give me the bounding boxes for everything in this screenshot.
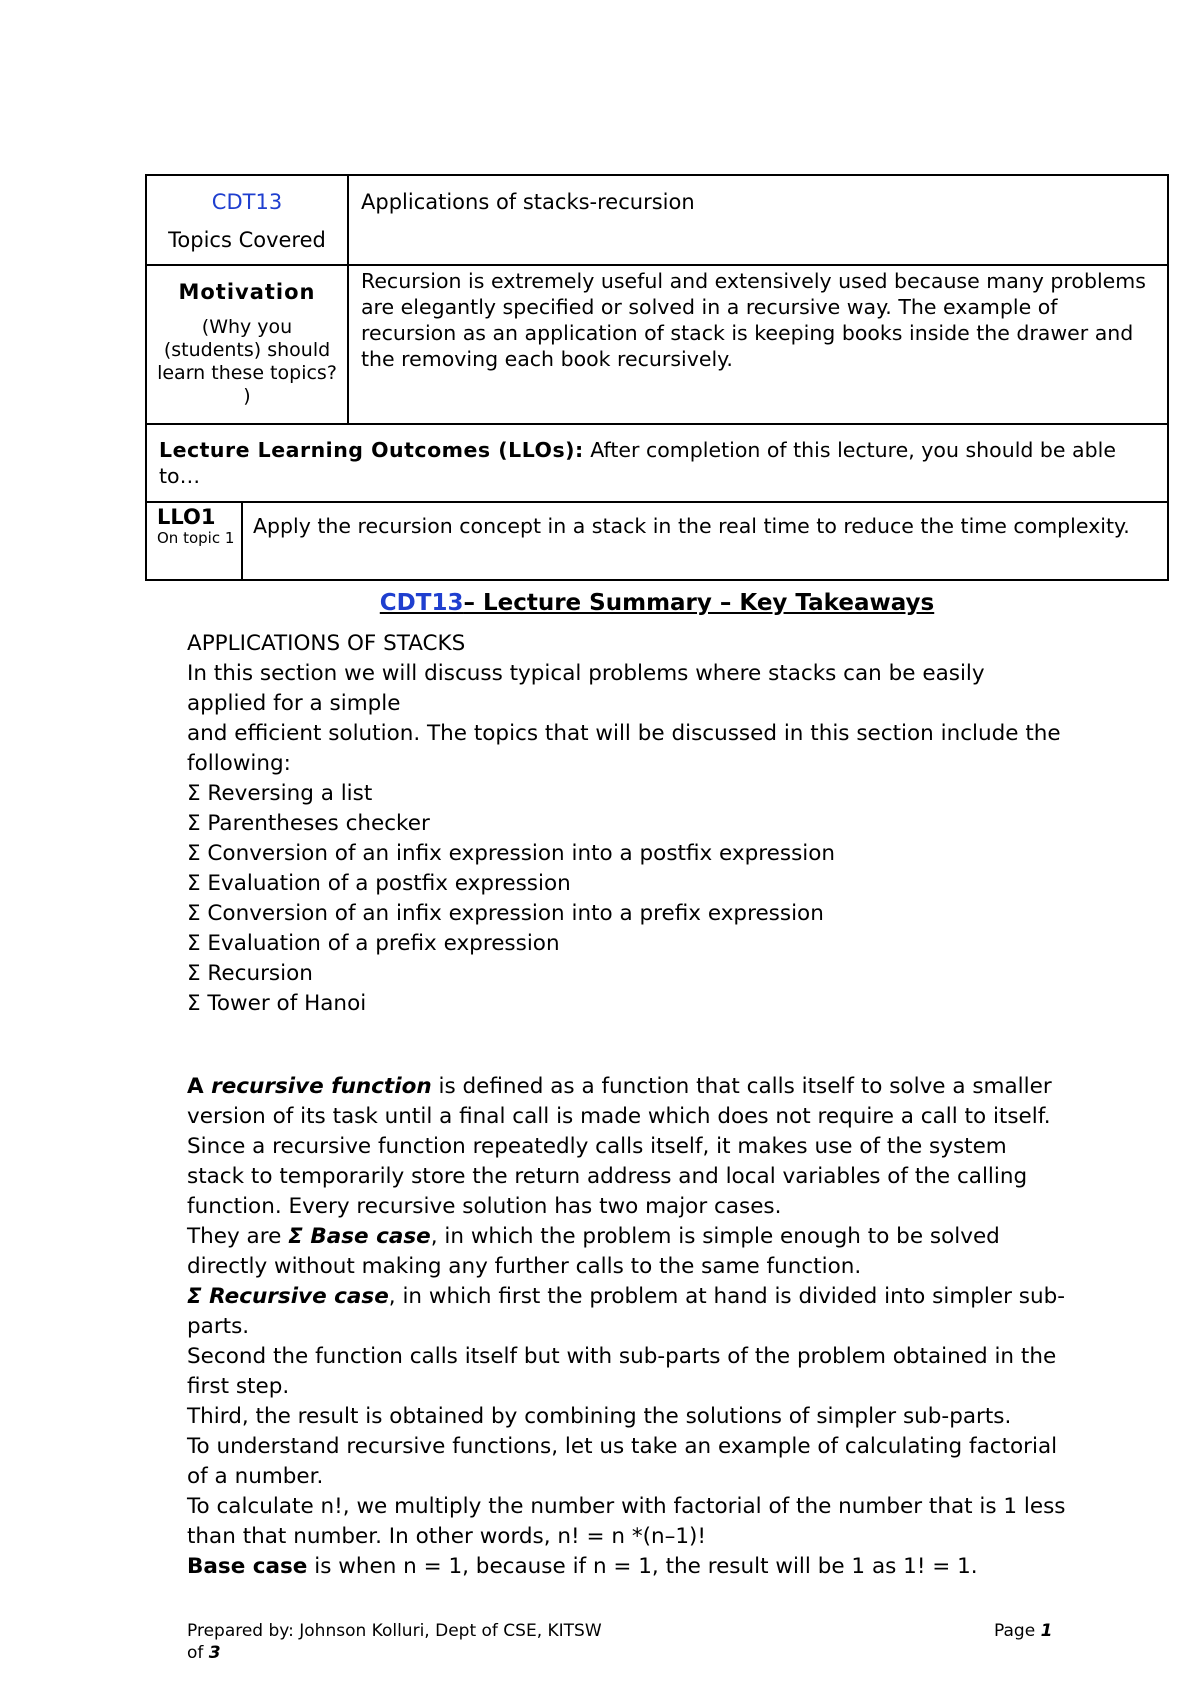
understand-paragraph: To understand recursive functions, let us take an example of calculating factorial of a number.	[187, 1434, 1058, 1489]
list-item: Σ Evaluation of a prefix expression	[187, 931, 560, 956]
def-rest: is defined as a function that calls itself to solve a smaller version of its task until a final call is made which does not require a call to itself. Since a recursive function repeatedly calls itself, it makes use of the system stack to temporarily store the return address and local variables of the calling function. Every recursive solution has two major cases.	[187, 1074, 1052, 1219]
rec-term: Σ Recursive case	[187, 1284, 389, 1309]
intro-line-2: and efficient solution. The topics that will be discussed in this section include the following:	[187, 721, 1061, 776]
base-term: Σ Base case	[288, 1224, 431, 1249]
llo1-text-cell	[243, 503, 1167, 579]
llo1-topic: On topic 1	[157, 529, 235, 547]
list-item: Σ Parentheses checker	[187, 811, 430, 836]
section-heading: APPLICATIONS OF STACKS	[187, 631, 466, 656]
motivation-title: Motivation	[178, 280, 316, 304]
motivation-text-cell	[348, 265, 1168, 424]
prepared-value: Johnson Kolluri, Dept of CSE, KITSW	[293, 1621, 602, 1641]
base-case-definition	[187, 1552, 1067, 1582]
llo1-row	[146, 502, 1168, 580]
base-case-bold: Base case	[187, 1554, 308, 1579]
prepared-by	[187, 1620, 602, 1642]
list-item: Σ Conversion of an infix expression into a postfix expression	[187, 841, 836, 866]
llo-heading-bold: Lecture Learning Outcomes (LLOs):	[159, 438, 584, 462]
page-total: 3	[208, 1643, 221, 1663]
motivation-text: Recursion is extremely useful and extensively used because many problems are elegantly specified or solved in a recursive way. The example of recursion as an application of stack is keeping books inside the drawer and the removing each book recursively.	[361, 269, 1146, 371]
base-pre: They are	[187, 1224, 289, 1249]
recursive-function-definition	[187, 1072, 1067, 1222]
page-footer	[187, 1620, 1067, 1664]
prepared-label: Prepared by:	[187, 1621, 294, 1641]
course-code-link[interactable]: CDT13	[211, 190, 283, 214]
llo-heading-rest: After completion of this lecture, you should be able to…	[159, 438, 1116, 488]
llo1-id: LLO1	[157, 505, 216, 529]
base-rest: , in which the problem is simple enough to be solved directly without making any further calls to the same function.	[187, 1224, 1000, 1279]
third-step: Third, the result is obtained by combining the solutions of simpler sub-parts.	[187, 1404, 1012, 1429]
second-step: Second the function calls itself but with sub-parts of the problem obtained in the first step.	[187, 1344, 1057, 1399]
rec-rest: , in which first the problem at hand is divided into simpler sub-parts.	[187, 1284, 1066, 1339]
motivation-cell	[146, 265, 348, 424]
base-case-rest: is when n = 1, because if n = 1, the result will be 1 as 1! = 1.	[307, 1554, 978, 1579]
list-item: Σ Recursion	[187, 961, 313, 986]
calc-paragraph: To calculate n!, we multiply the number with factorial of the number that is 1 less than that number. In other words, n! = n *(n–1)!	[187, 1494, 1066, 1549]
def-term: recursive function	[211, 1074, 432, 1099]
summary-body	[187, 629, 1067, 1582]
summary-title-rest: – Lecture Summary – Key Takeaways	[463, 590, 935, 616]
llo-heading	[147, 425, 1167, 497]
topics-covered-label: Topics Covered	[168, 228, 326, 252]
summary-title	[145, 590, 1169, 616]
page-number	[994, 1620, 1052, 1642]
page-current: 1	[1040, 1621, 1053, 1641]
llo-heading-cell	[146, 424, 1168, 502]
topics-covered-cell	[146, 175, 348, 265]
summary-code-link[interactable]: CDT13	[379, 590, 464, 616]
lecture-info-table	[145, 174, 1169, 581]
list-item: Σ Evaluation of a postfix expression	[187, 871, 571, 896]
motivation-subtitle: (Why you (students) should learn these topics? )	[157, 316, 337, 407]
llo1-id-cell	[147, 503, 243, 579]
topics-value-cell	[348, 175, 1168, 265]
llo1-text: Apply the recursion concept in a stack in the real time to reduce the time complexity.	[253, 514, 1130, 538]
intro-line-1: In this section we will discuss typical problems where stacks can be easily applied for a simple	[187, 661, 985, 716]
def-article: A	[187, 1074, 212, 1099]
spacer	[187, 1019, 1067, 1072]
base-case-paragraph	[187, 1222, 1067, 1282]
list-item: Σ Conversion of an infix expression into a prefix expression	[187, 901, 824, 926]
list-item: Σ Reversing a list	[187, 781, 373, 806]
recursive-case-paragraph	[187, 1282, 1067, 1342]
page-total-line	[187, 1642, 1067, 1664]
page-label: Page	[994, 1621, 1041, 1641]
topics-value: Applications of stacks-recursion	[361, 190, 695, 214]
list-item: Σ Tower of Hanoi	[187, 991, 367, 1016]
of-label: of	[187, 1643, 209, 1663]
